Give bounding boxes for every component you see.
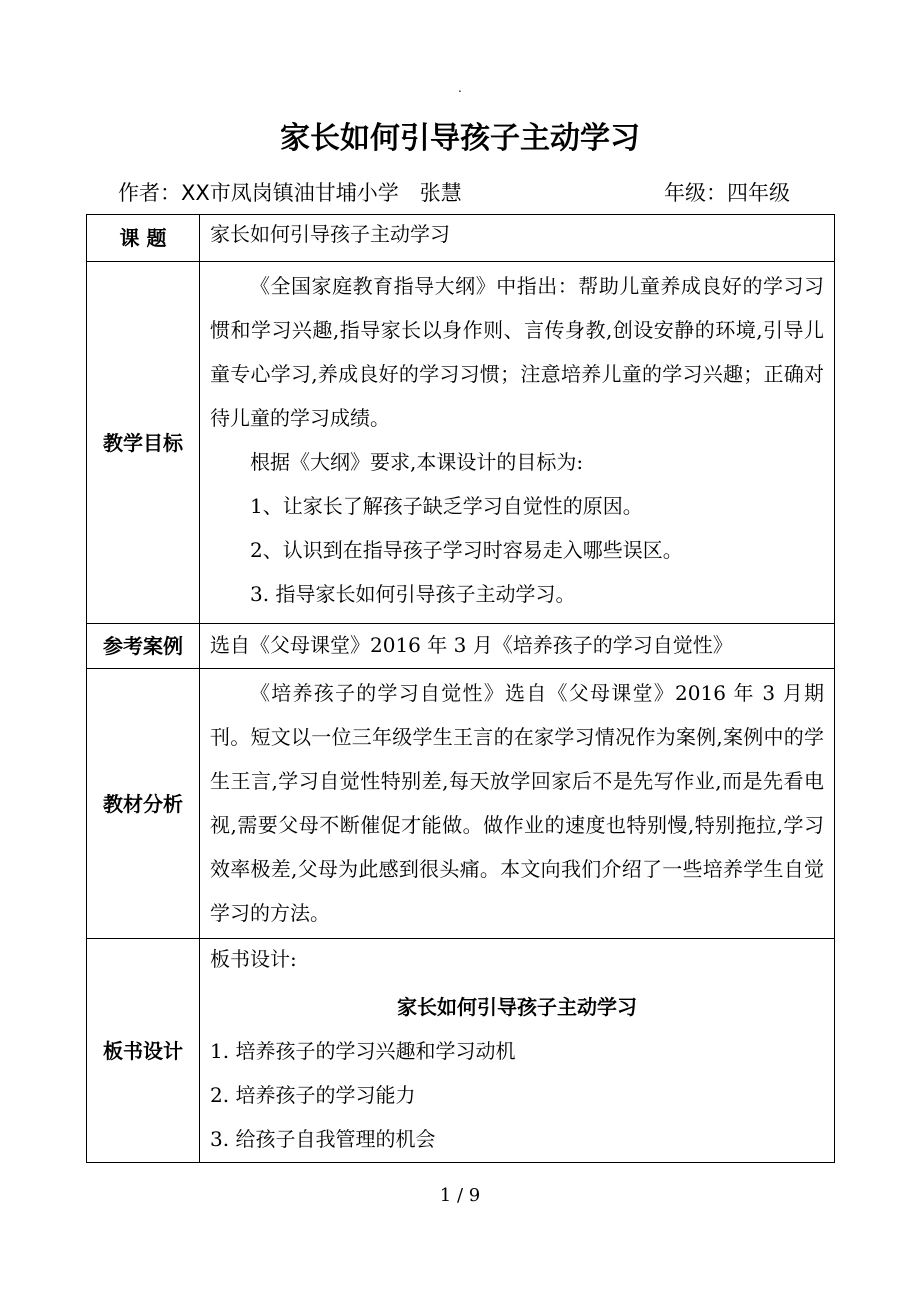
author-line: 作者：XX市凤岗镇油甘埔小学 张慧 <box>118 181 462 205</box>
row-analysis <box>87 669 835 939</box>
goals-paragraph-2: 根据《大纲》要求,本课设计的目标为: <box>250 450 584 474</box>
header-dot: . <box>458 81 462 95</box>
goals-paragraph-1: 《全国家庭教育指导大纲》中指出：帮助儿童养成良好的学习习惯和学习兴趣,指导家长以身作则、言传身教,创设安静的环境,引导儿童专心学习,养成良好的学习习惯；注意培养儿童的学习兴趣；正确对待儿童的学习成绩。 <box>210 274 824 430</box>
board-intro: 板书设计: <box>210 947 297 971</box>
grade-line: 年级：四年级 <box>664 181 790 205</box>
label-goals: 教学目标 <box>87 262 200 624</box>
goals-item-2: 2、认识到在指导孩子学习时容易走入哪些误区。 <box>250 538 683 562</box>
content-reference: 选自《父母课堂》2016 年 3 月《培养孩子的学习自觉性》 <box>200 624 835 669</box>
label-topic: 课 题 <box>87 215 200 262</box>
label-board: 板书设计 <box>87 939 200 1163</box>
goals-item-1: 1、让家长了解孩子缺乏学习自觉性的原因。 <box>250 494 643 518</box>
lesson-plan-table <box>86 214 835 1163</box>
row-reference <box>87 624 835 669</box>
content-board <box>200 939 835 1163</box>
board-item-1: 1. 培养孩子的学习兴趣和学习动机 <box>210 1039 516 1063</box>
board-item-2: 2. 培养孩子的学习能力 <box>210 1083 416 1107</box>
row-board <box>87 939 835 1163</box>
content-analysis <box>200 669 835 939</box>
label-analysis: 教材分析 <box>87 669 200 939</box>
content-topic: 家长如何引导孩子主动学习 <box>200 215 835 262</box>
analysis-paragraph: 《培养孩子的学习自觉性》选自《父母课堂》2016 年 3 月期刊。短文以一位三年级学生王言的在家学习情况作为案例,案例中的学生王言,学习自觉性特别差,每天放学回家后不是先写作业,而是先看电视,需要父母不断催促才能做。做作业的速度也特别慢,特别拖拉,学习效率极差,父母为此感到很头痛。本文向我们介绍了一些培养学生自觉学习的方法。 <box>210 681 824 925</box>
board-item-3: 3. 给孩子自我管理的机会 <box>210 1127 436 1151</box>
page-number: 1 / 9 <box>439 1185 481 1206</box>
label-reference: 参考案例 <box>87 624 200 669</box>
content-goals <box>200 262 835 624</box>
row-goals <box>87 262 835 624</box>
goals-item-3: 3. 指导家长如何引导孩子主动学习。 <box>250 582 576 606</box>
board-heading: 家长如何引导孩子主动学习 <box>397 995 637 1019</box>
document-title: 家长如何引导孩子主动学习 <box>280 121 640 156</box>
row-topic <box>87 215 835 262</box>
